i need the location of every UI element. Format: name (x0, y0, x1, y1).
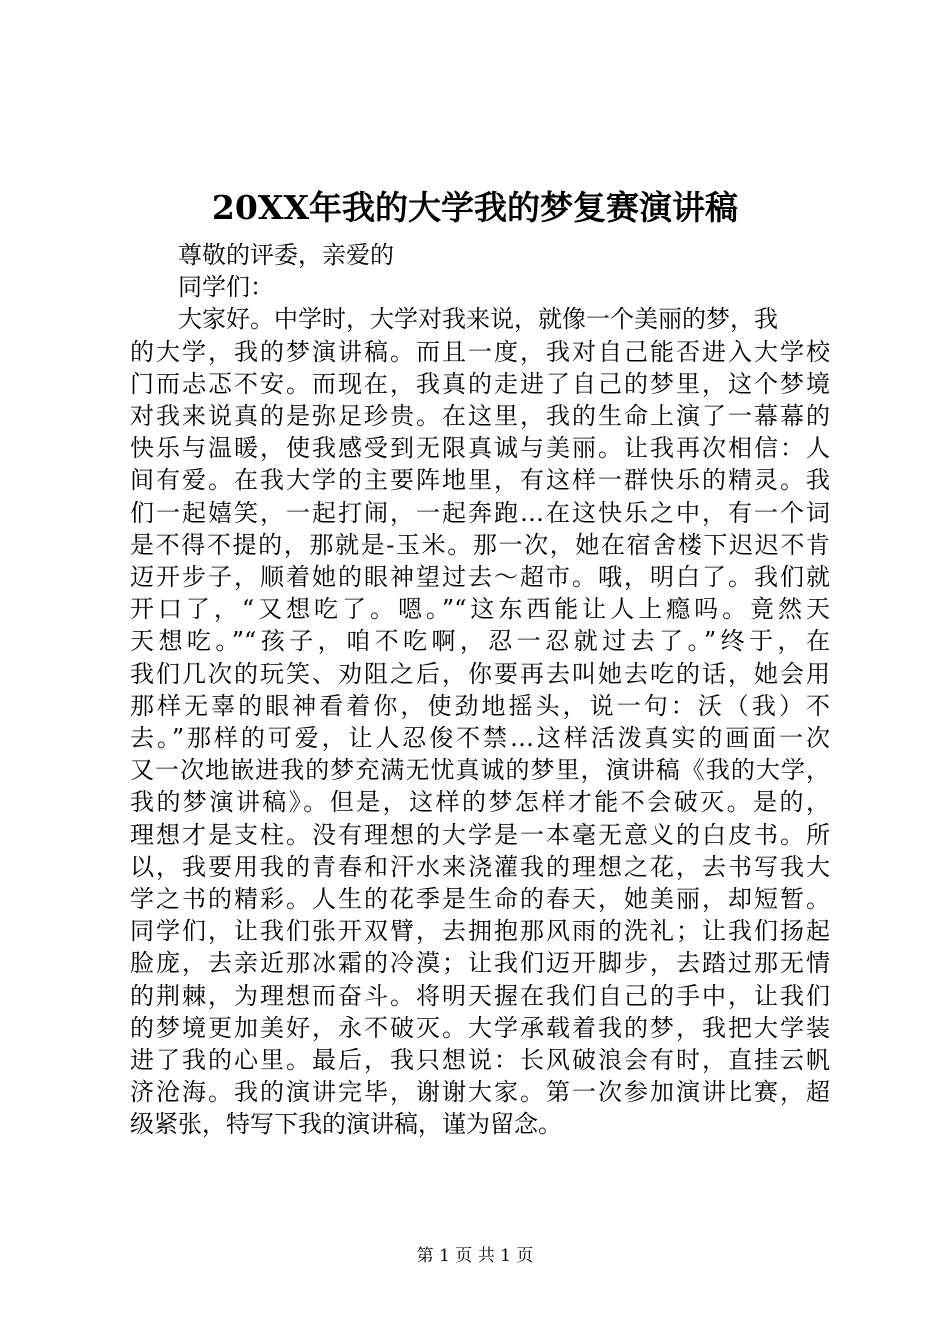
paragraph-line: 大家好。中学时，大学对我来说，就像一个美丽的梦，我 (178, 305, 778, 334)
paragraph-line: 是不得不提的，那就是-玉米。那一次，她在宿舍楼下迟迟不肯 (130, 530, 830, 559)
page-footer: 第 1 页 共 1 页 (416, 1246, 534, 1266)
paragraph-line: 的大学，我的梦演讲稿。而且一度，我对自己能否进入大学校 (130, 337, 830, 366)
paragraph-line: 理想才是支柱。没有理想的大学是一本毫无意义的白皮书。所 (130, 820, 830, 849)
paragraph-line: 级紧张，特写下我的演讲稿，谨为留念。 (130, 1110, 562, 1139)
paragraph-line: 去。”那样的可爱，让人忍俊不禁…这样活泼真实的画面一次 (130, 724, 830, 753)
document-title: 20XX年我的大学我的梦复赛演讲稿 (211, 188, 739, 227)
document-body (130, 239, 830, 1141)
paragraph-line: 那样无辜的眼神看着你，使劲地摇头，说一句：沃（我）不 (130, 691, 830, 720)
paragraph-line: 开口了，“又想吃了。嗯。”“这东西能让人上瘾吗。竟然天 (130, 595, 830, 624)
paragraph-line: 门而忐忑不安。而现在，我真的走进了自己的梦里，这个梦境 (130, 369, 830, 398)
paragraph-line: 以，我要用我的青春和汗水来浇灌我的理想之花，去书写我大 (130, 852, 830, 881)
salutation-line: 尊敬的评委，亲爱的 (178, 241, 394, 269)
paragraph-line: 快乐与温暖，使我感受到无限真诚与美丽。让我再次相信：人 (130, 434, 830, 463)
paragraph-line: 对我来说真的是弥足珍贵。在这里，我的生命上演了一幕幕的 (130, 402, 830, 431)
paragraph-line: 脸庞，去亲近那冰霜的冷漠；让我们迈开脚步，去踏过那无情 (130, 949, 830, 978)
paragraph-line: 进了我的心里。最后，我只想说：长风破浪会有时，直挂云帆 (130, 1046, 830, 1075)
paragraph-line: 的梦境更加美好，永不破灭。大学承载着我的梦，我把大学装 (130, 1013, 830, 1042)
paragraph-line: 学之书的精彩。人生的花季是生命的春天，她美丽，却短暂。 (130, 885, 830, 914)
paragraph-line: 我的梦演讲稿》。但是，这样的梦怎样才能不会破灭。是的， (130, 788, 830, 817)
paragraph-line: 济沧海。我的演讲完毕，谢谢大家。第一次参加演讲比赛，超 (130, 1078, 830, 1107)
paragraph-line: 我们几次的玩笑、劝阻之后，你要再去叫她去吃的话，她会用 (130, 659, 830, 688)
paragraph-line: 天想吃。”“孩子，咱不吃啊，忍一忍就过去了。”终于，在 (130, 627, 830, 656)
paragraph-line: 的荆棘，为理想而奋斗。将明天握在我们自己的手中，让我们 (130, 981, 830, 1010)
salutation-line: 同学们： (178, 273, 274, 302)
paragraph-line: 又一次地嵌进我的梦充满无忧真诚的梦里，演讲稿《我的大学， (130, 756, 830, 785)
paragraph-line: 迈开步子，顺着她的眼神望过去～超市。哦，明白了。我们就 (130, 563, 830, 592)
paragraph-line: 们一起嬉笑，一起打闹，一起奔跑…在这快乐之中，有一个词 (130, 498, 830, 527)
paragraph-line: 间有爱。在我大学的主要阵地里，有这样一群快乐的精灵。我 (130, 466, 830, 495)
paragraph-line: 同学们，让我们张开双臂，去拥抱那风雨的洗礼；让我们扬起 (130, 917, 830, 946)
